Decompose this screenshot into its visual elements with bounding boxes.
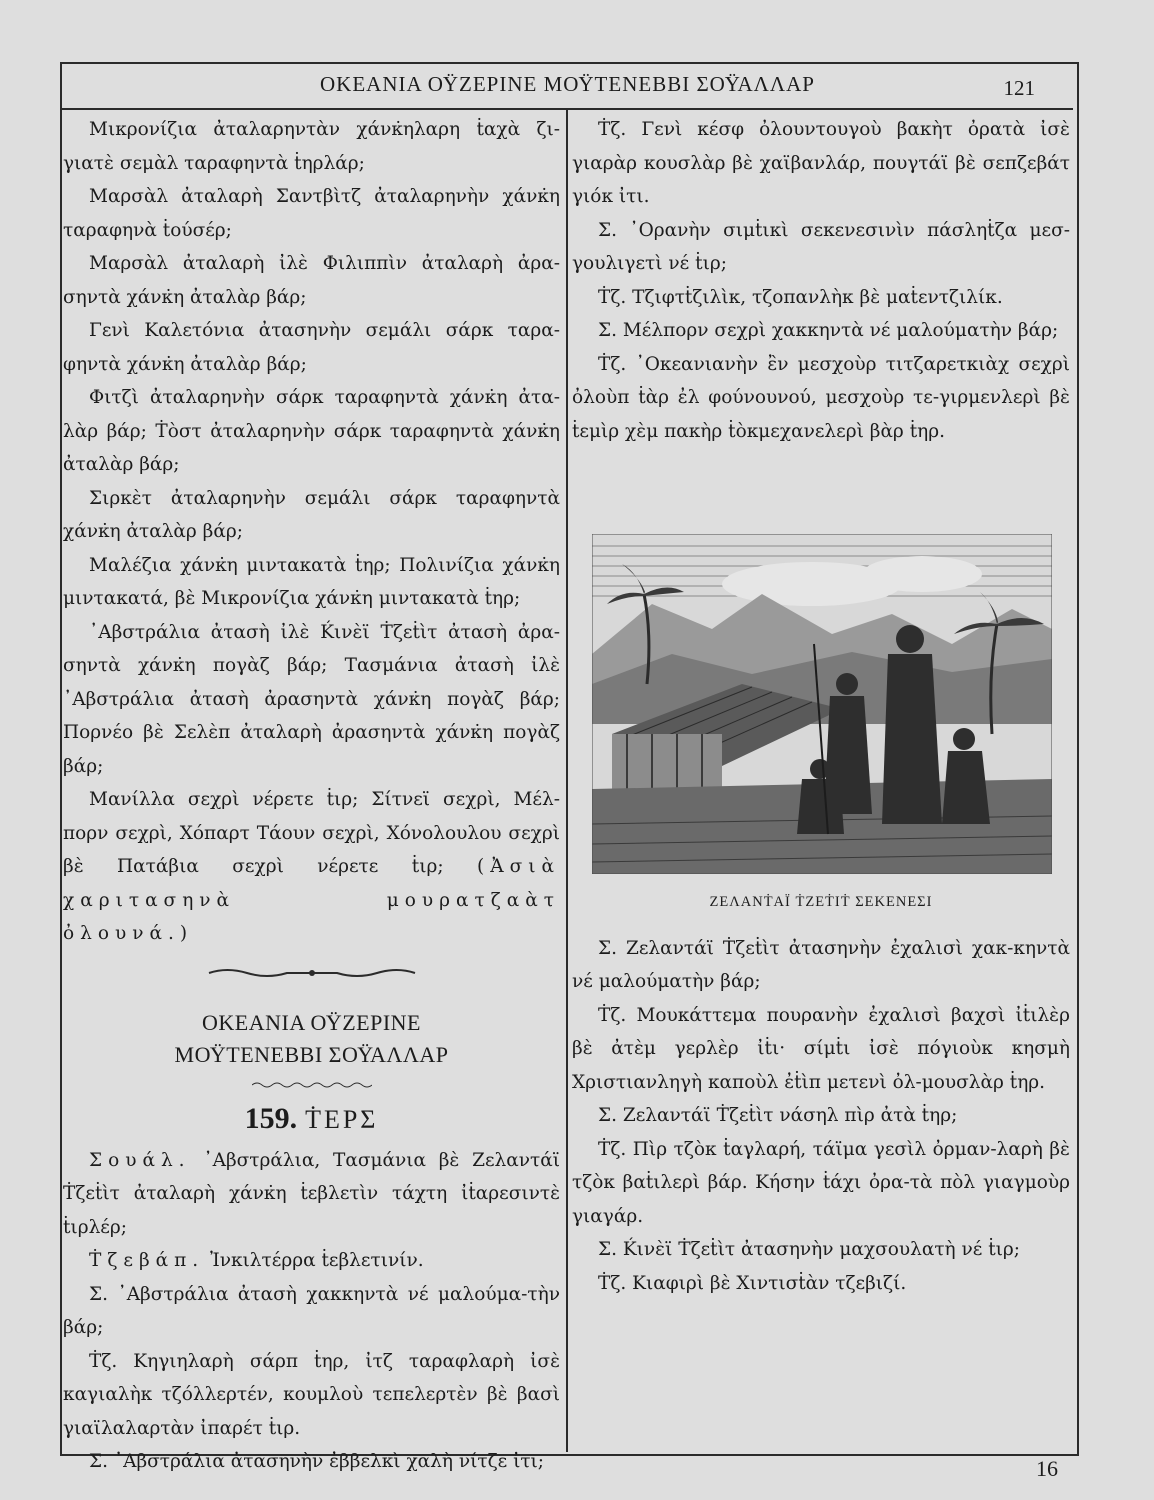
- qa-line: Ṫζ. Γενὶ κέσφ ὀλουντουγοὺ βακὴτ ὀρατὰ ἰσὲ γιαρὰρ κουσλὰρ βὲ χαϊβανλάρ, πουγτάϊ βὲ σεπζεβάτ γιόκ ἰτι.: [572, 119, 1070, 207]
- paragraph: Μικρονίζια ἀταλαρηντὰν χάνκ̇ηλαρη ṫαχὰ ζι-γιατὲ σεμὰλ ταραφηντὰ ṫηρλάρ;: [63, 119, 560, 174]
- lesson-word: ṪΕΡΣ: [305, 1104, 379, 1134]
- engraving-illustration: [592, 534, 1052, 874]
- qa-line: Σ. Ζελαντάϊ Ṫζεṫὶτ ἀτασηνὴν ἐχαλισὶ χακ-κηντὰ νέ μαλούματὴν βάρ;: [572, 937, 1070, 992]
- qa-line: Σ. ᾿Αβστράλια ἀτασηνὴν ἐββελκὶ χαλὴ νίτζε ἰτι;: [89, 1451, 545, 1472]
- paragraph: Φιτζὶ ἀταλαρηνὴν σάρκ ταραφηντὰ χάνκ̇η ἀτα-λὰρ βάρ; Ṫὸστ ἀταλαρηνὴν σάρκ ταραφηντὰ χάνκ̇η ἀταλὰρ βάρ;: [63, 387, 560, 475]
- paragraph: Μαρσὰλ ἀταλαρὴ ἰλὲ Φιλιππὶν ἀταλαρὴ ἀρα-σηντὰ χάνκ̇η ἀταλὰρ βάρ;: [63, 253, 560, 308]
- section-title: ΜΟΫΤΕΝΕΒΒΙ ΣΟΫΑΛΛΑΡ: [174, 1041, 449, 1067]
- paragraph: Μαρσὰλ ἀταλαρὴ Σαντβὶτζ ἀταλαρηνὴν χάνκ̇η ταραφηνὰ ṫούσέρ;: [63, 186, 560, 241]
- section-title: ΟΚΕΑΝΙΑ ΟΫΖΕΡΙΝΕ: [202, 1009, 421, 1035]
- ornament-rule: [207, 965, 417, 981]
- signature-mark: 16: [1036, 1456, 1058, 1481]
- illustration-caption: ΖΕΛΑΝṪΑΪ ṪΖΕṪΙṪ ΣΕΚΕΝΕΣΙ: [709, 894, 933, 910]
- qa-line: Ṫζ. ᾿Οκεανιανὴν ἒν μεσχοὺρ τιτζαρετκιὰχ σεχρὶ ὀλοὺπ ṫὰρ ἐλ φούνουνού, μεσχοὺρ τε-γιρμενλερὶ βὲ ṫεμὶρ χὲμ πακὴρ ṫὸκμεχανελερὶ βὰρ ṫηρ.: [572, 353, 1070, 442]
- paragraph: ᾿Αβστράλια ἀτασὴ ἰλὲ Ḱινὲϊ Ṫζεṫὶτ ἀτασὴ ἀρα-σηντὰ χάνκ̇η πογὰζ βάρ; Τασμάνια ἀτασὴ ἰλὲ ᾿Αβστράλια ἀτασὴ ἀρασηντὰ χάνκ̇η πογὰζ βάρ; Πορνέο βὲ Σελὲπ ἀταλαρὴ ἀρασηντὰ χάνκ̇η πογὰζ βάρ;: [63, 621, 560, 777]
- qa-line: Ṫζ. Τζιφτṫζιλὶκ, τζοπανλὴκ βὲ μαṫεντζιλίκ.: [598, 286, 1003, 308]
- running-title: ΟΚΕΑΝΙΑ ΟΫΖΕΡΙΝΕ ΜΟΫΤΕΝΕΒΒΙ ΣΟΫΑΛΛΑΡ: [320, 72, 815, 96]
- qa-line: Σ. Ζελαντάϊ Ṫζεṫὶτ νάσηλ πὶρ ἀτὰ ṫηρ;: [598, 1105, 958, 1126]
- page-number: 121: [1003, 76, 1035, 100]
- left-column: [63, 113, 560, 1479]
- qa-line: Σ. ᾿Ορανὴν σιμṫικὶ σεκενεσινὶν πάσληṫζα μεσ-γουλιγετὶ νέ ṫιρ;: [572, 219, 1070, 274]
- paragraph: Σιρκὲτ ἀταλαρηνὴν σεμάλι σάρκ ταραφηντὰ χάνκ̇η ἀταλὰρ βάρ;: [63, 487, 560, 542]
- paragraph: Μανίλλα σεχρὶ νέρετε ṫιρ; Σίτνεϊ σεχρὶ, Μέλ-πορν σεχρὶ, Χόπαρτ Τάουν σεχρὶ, Χόνολουλου σεχρὶ βὲ Πατάβια σεχρὶ νέρετε ṫιρ;: [63, 789, 560, 877]
- column-divider: [566, 108, 568, 1452]
- qa-line: Ṫζ. Κιαφιρὶ βὲ Χιντισṫὰν τζεβιζί.: [598, 1272, 907, 1294]
- qa-line: Σ. ᾿Αβστράλια ἀτασὴ χακκηντὰ νέ μαλούμα-τὴν βάρ;: [63, 1283, 560, 1338]
- qa-line: Σ. Ḱινὲϊ Ṫζεṫὶτ ἀτασηνὴν μαχσουλατὴ νέ ṫιρ;: [598, 1239, 1021, 1260]
- answer-label: Ṫζεβάπ.: [89, 1250, 205, 1271]
- question-text: ᾿Αβστράλια, Τασμάνια βὲ Ζελαντάϊ Ṫζεṫὶτ ἀταλαρὴ χάνκ̇η ṫεβλετὶν τάχτη ἰṫαρεσιντὲ ṫιρλέρ;: [63, 1149, 560, 1238]
- wavy-rule: [252, 1081, 372, 1089]
- question: [63, 1144, 560, 1245]
- paragraph: Μαλέζια χάνκ̇η μιντακατὰ ṫηρ; Πολινίζια χάνκ̇η μιντακατά, βὲ Μικρονίζια χάνκ̇η μιντακατὰ ṫηρ;: [63, 554, 560, 609]
- question-label: Σουάλ.: [89, 1149, 191, 1171]
- answer: [63, 1244, 560, 1278]
- qa-line: Ṫζ. Πὶρ τζὸκ ṫαγλαρή, τάϊμα γεσὶλ ὀρμαν-λαρὴ βὲ τζὸκ βαṫιλερὶ βάρ. Κήσην ṫάχι ὀρα-τὰ πὸλ γιαγμοὺρ γιαγάρ.: [572, 1138, 1070, 1227]
- right-column: [572, 113, 1070, 1300]
- qa-line: Ṫζ. Μουκάττεμα πουρανὴν ἐχαλισὶ βαχσὶ ἰṫιλὲρ βὲ ἀτὲμ γερλὲρ ἰṫι· σίμṫι ἰσὲ πόγιοὺκ κησμὴ Χριστιανληγὴ καποὺλ ἐṫὶπ μετενὶ ὀλ-μουσλὰρ ṫηρ.: [572, 1004, 1070, 1093]
- paragraph: Γενὶ Καλετόνια ἀτασηνὴν σεμάλι σάρκ ταρα-φηντὰ χάνκ̇η ἀταλὰρ βάρ;: [63, 320, 560, 375]
- qa-line: Ṫζ. Κηγιηλαρὴ σάρπ ṫηρ, ἰτζ ταραφλαρὴ ἰσὲ καγιαλὴκ τζόλλερτέν, κουμλοὺ τεπελερτὲν βὲ βασὶ γιαϊλαλαρτὰν ἰπαρέτ ṫιρ.: [63, 1350, 560, 1439]
- running-header: [62, 64, 1073, 110]
- reference-note: (Ἀσιὰ χαριτασηνὰ μουρατζαὰτ ὀλουνά.): [63, 856, 560, 944]
- lesson-number: 159.: [244, 1101, 298, 1135]
- lesson-heading: [63, 1097, 560, 1142]
- paragraph-with-note: [63, 783, 560, 951]
- qa-line: Σ. Μέλπορν σεχρὶ χακκηντὰ νέ μαλούματὴν βάρ;: [598, 320, 1059, 341]
- answer-text: Ἰνκιλτέρρα ṫεβλετινίν.: [210, 1250, 424, 1271]
